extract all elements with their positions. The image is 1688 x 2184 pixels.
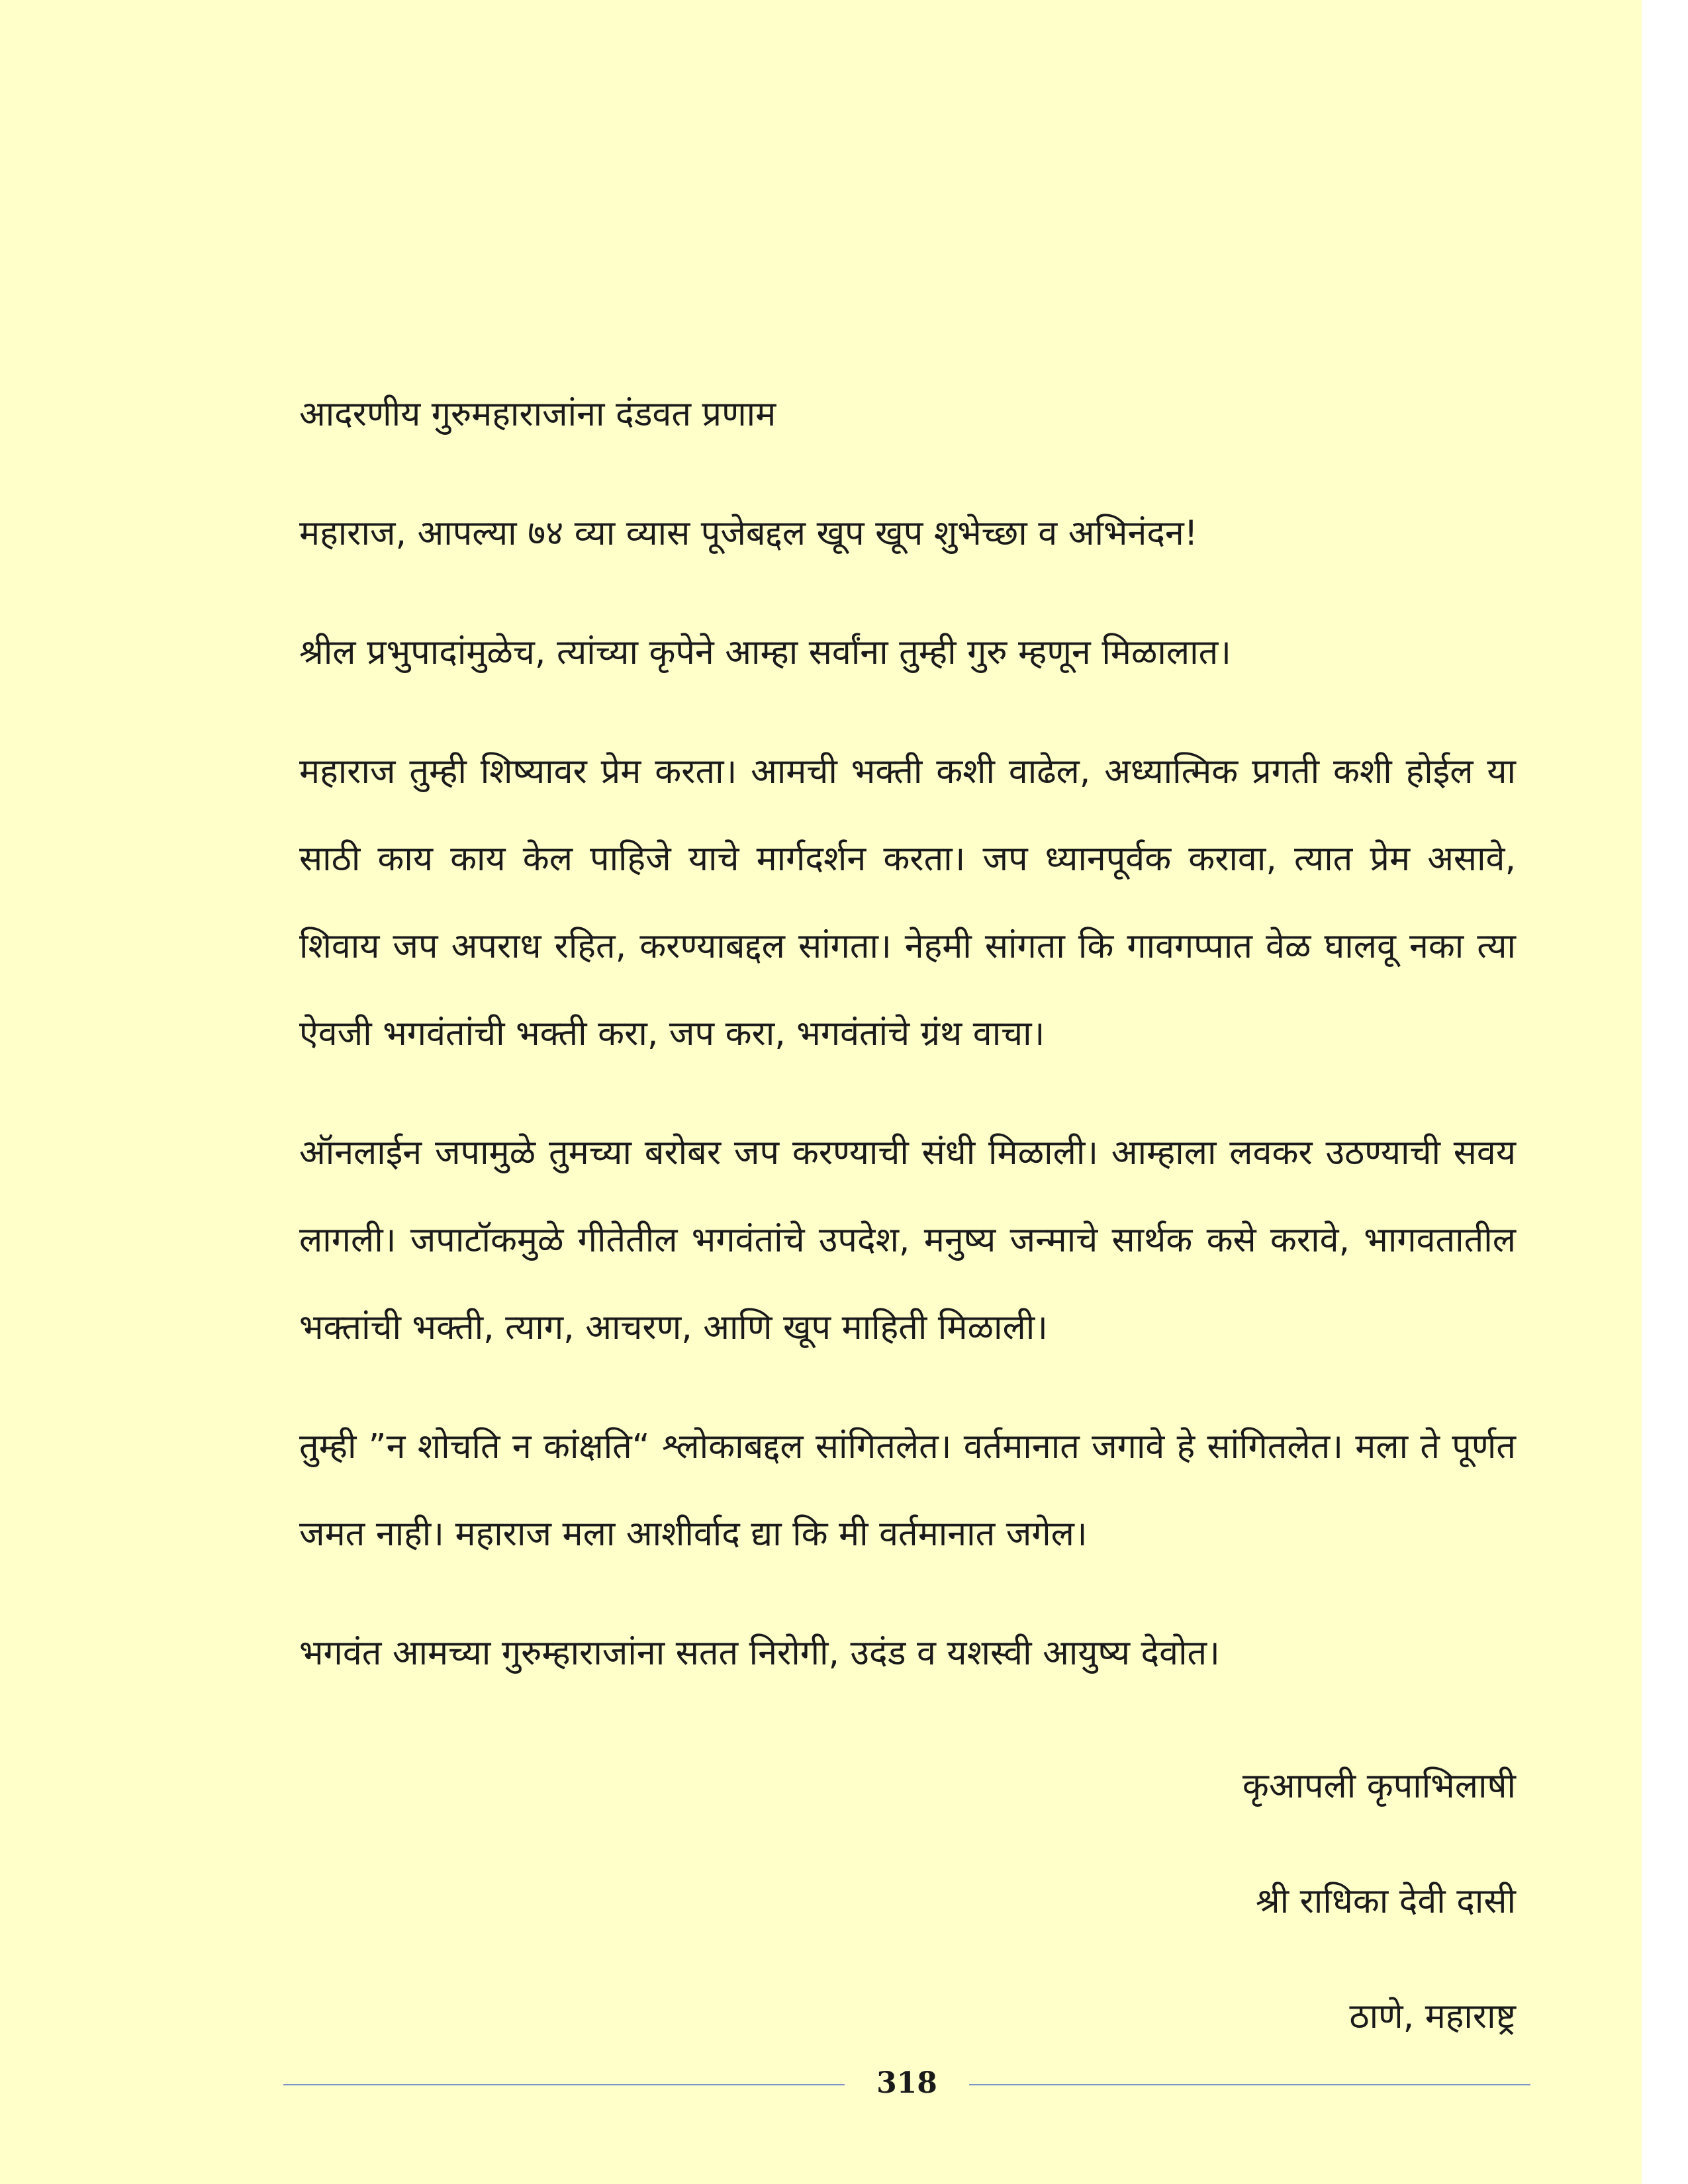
signature-closing: कृआपली कृपाभिलाषी (1242, 1766, 1516, 1806)
signature-name: श्री राधिका देवी दासी (1255, 1882, 1516, 1921)
paragraph-prabhupada: श्रील प्रभुपादांमुळेच, त्यांच्या कृपेने आम्हा सर्वांना तुम्ही गुरु म्हणून मिळालात। (299, 633, 1231, 672)
page-number: 318 (876, 2066, 937, 2100)
footer-rule-left (283, 2084, 845, 2085)
page-footer (283, 2066, 1530, 2100)
letter-body (299, 371, 1516, 2074)
footer-rule-right (969, 2084, 1530, 2085)
paragraph-blessing: भगवंत आमच्या गुरुम्हाराजांना सतत निरोगी, उदंड व यशस्वी आयुष्य देवोत। (299, 1633, 1220, 1673)
paragraph-guidance: महाराज तुम्ही शिष्यावर प्रेम करता। आमची भक्ती कशी वाढेल, अध्यात्मिक प्रगती कशी होईल या साठी काय काय केल पाहिजे याचे मार्गदर्शन करता। जप ध्यानपूर्वक करावा, त्यात प्रेम असावे, शिवाय जप अपराध रहित, करण्याबद्दल सांगता। नेहमी सांगता कि गावगप्पात वेळ घालवू नका त्या ऐवजी भगवंतांची भक्ती करा, जप करा, भगवंतांचे ग्रंथ वाचा। (299, 752, 1516, 1054)
signature-place: ठाणे, महाराष्ट्र (1349, 1997, 1516, 2036)
paragraph-online-japa: ऑनलाईन जपामुळे तुमच्या बरोबर जप करण्याची संधी मिळाली। आम्हाला लवकर उठण्याची सवय लागली। जपाटॉकमुळे गीतेतील भगवंतांचे उपदेश, मनुष्य जन्माचे सार्थक कसे करावे, भागवतातील भक्तांची भक्ती, त्याग, आचरण, आणि खूप माहिती मिळाली। (299, 1133, 1516, 1347)
paragraph-greeting: महाराज, आपल्या ७४ व्या व्यास पूजेबद्दल खूप खूप शुभेच्छा व अभिनंदन! (299, 514, 1198, 553)
salutation: आदरणीय गुरुमहाराजांना दंडवत प्रणाम (299, 394, 776, 434)
paragraph-shloka: तुम्ही ”न शोचति न कांक्षति“ श्लोकाबद्दल सांगितलेत। वर्तमानात जगावे हे सांगितलेत। मला ते पूर्णत जमत नाही। महाराज मला आशीर्वाद द्या कि मी वर्तमानात जगेल। (299, 1427, 1516, 1554)
